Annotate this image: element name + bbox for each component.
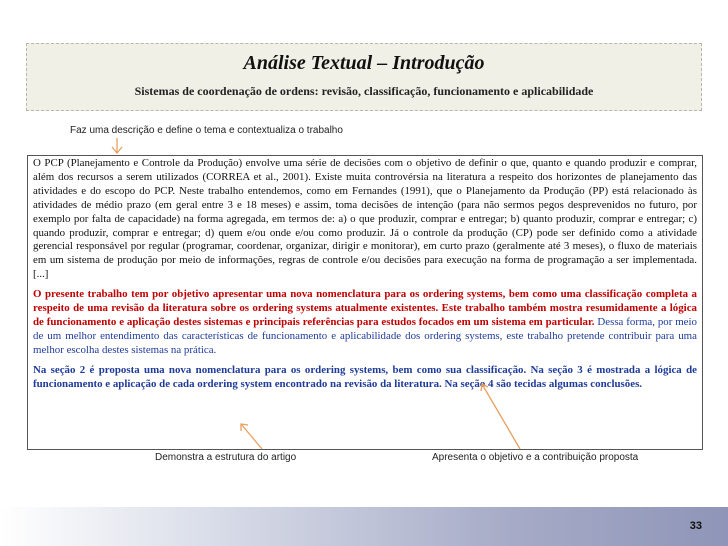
paragraph-structure: Na seção 2 é proposta uma nova nomenclatura para os ordering systems, bem como sua classificação. Na seção 3 é mostrada a lógica de funcionamento e aplicação de cada ordering system encontrado na revisão da literatura. Na seção 4 são tecidas algumas conclusões. [33, 363, 697, 390]
slide-subtitle: Sistemas de coordenação de ordens: revisão, classificação, funcionamento e aplicabilidade [134, 84, 594, 98]
annotation-structure: Demonstra a estrutura do artigo [155, 452, 297, 463]
objective-regular-text: Dessa forma, por meio de um melhor entendimento das características de funcionamento e aplicabilidade dos ordering systems, este trabalho pretende contribuir para uma melhor escolha destes sistemas na prática. [33, 315, 697, 356]
arrow-up-left-icon [241, 424, 262, 449]
annotation-objective: Apresenta o objetivo e a contribuição proposta [432, 452, 639, 463]
slide-title: Análise Textual – Introdução [243, 52, 485, 74]
arrow-down-icon [112, 138, 122, 153]
paragraph-context: O PCP (Planejamento e Controle da Produção) envolve uma série de decisões com o objetivo de definir o que, quanto e quando produzir e comprar, além dos recursos a serem utilizados (CORREA et al., 2001). Existe muita controvérsia na literatura a respeito dos horizontes de planejamento das atividades e do escopo do PCP. Neste trabalho entendemos, como em Fernandes (1991), que o Planejamento da Produção (PP) está relacionado às atividades de médio prazo (em geral entre 3 e 18 meses) e assim, toma decisões de intenção (para não sermos pegos desprevenidos no futuro, por exemplo por falta de capacidade) na forma agregada, em termos de: a) o que produzir, comprar e entregar; b) quanto produzir, comprar e entregar; c) quando produzir, comprar e entregar; d) quem e/ou onde e/ou como produzir. Já o controle da produção (CP) pode ser definido como a atividade gerencial responsável por regular (programar, coordenar, organizar, dirigir e monitorar), em curto prazo (geralmente até 3 meses), o fluxo de materiais em um sistema de produção por meio de informações, regras de controle e/ou decisões para execução na forma de programação a ser implementada. [...] [33, 157, 697, 281]
objective-bold-text: O presente trabalho tem por objetivo apresentar uma nova nomenclatura para os ordering systems, bem como uma classificação completa a respeito de uma revisão da literatura sobre os ordering systems atualmente existentes. Este trabalho também mostra resumidamente a lógica de funcionamento e aplicação destes sistemas e principais referências para estudos focados em um sistema em particular. [33, 288, 697, 328]
footer-band [0, 507, 728, 546]
arrow-up-left-icon [481, 384, 520, 449]
page-number: 33 [689, 520, 702, 532]
annotation-description: Faz uma descrição e define o tema e contextualiza o trabalho [70, 125, 343, 136]
